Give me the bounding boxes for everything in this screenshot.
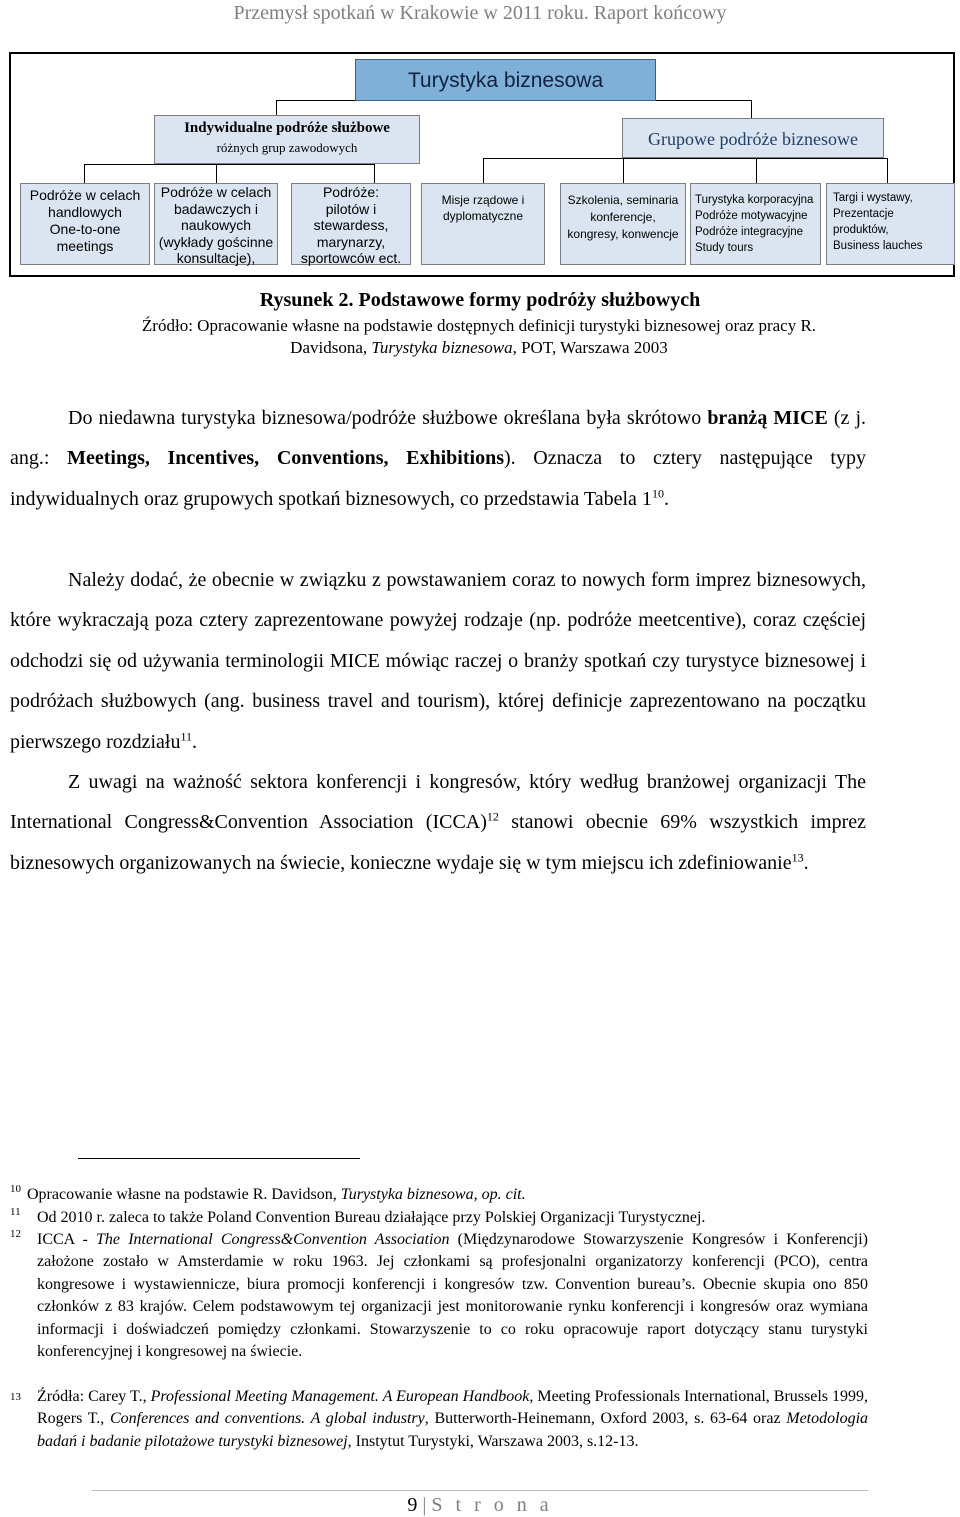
footnote-10 — [10, 1184, 868, 1206]
leaf-line: Szkolenia, seminaria — [567, 193, 679, 207]
footnote-text: (Międzynarodowe Stowarzyszenie Kongresów i Konferencji) założone zostało w Amsterdamie w roku 1963. Jej członkami są profesjonalni organizatorzy konferencji (PCO), centra kongresowe i wystawiennicze, biura promocji konferencji i kongresów tzw. Convention bureau’s. Obecnie skupia ono 850 członków z 83 krajów. Celem podstawowym tej organizacji jest monitorowanie rynku konferencji i kongresów oraz wymiana informacji i doświadczeń pomiędzy członkami. Stowarzyszenie to co roku opracowuje raport dotyczący stanu turystyki konferencyjnej i kongresowej na świecie. — [37, 1231, 868, 1361]
figure-caption-source — [9, 315, 949, 359]
footnote-text: Opracowanie własne na podstawie R. Davidson, — [27, 1186, 341, 1203]
leaf-node-fairs — [826, 183, 955, 265]
paragraph-icca — [10, 762, 866, 883]
leaf-line: Business lauches — [833, 240, 923, 252]
leaf-node-crews — [291, 183, 411, 265]
footnote-italic: Metodologia badań i badanie pilotażowe turystyki biznesowej — [37, 1410, 869, 1450]
text-run: (z j. ang.: — [10, 407, 866, 470]
leaf-line: konsultacje), — [176, 250, 256, 266]
footnote-number: 11 — [10, 1206, 21, 1218]
page-number-label: S t r o n a — [431, 1494, 553, 1516]
running-header: Przemysł spotkań w Krakowie w 2011 roku. Raport końcowy — [233, 2, 727, 24]
individual-travel-subtitle: różnych grup zawodowych — [216, 140, 358, 155]
footnote-italic: The International Congress&Convention Association — [96, 1231, 450, 1248]
leaf-line: One-to-one — [49, 221, 121, 237]
caption-source-text: Davidsona, — [290, 338, 372, 357]
footnote-number: 12 — [10, 1228, 21, 1240]
bold-run: branżą MICE — [707, 407, 828, 429]
leaf-line: dyplomatyczne — [442, 209, 524, 223]
paragraph-terminology — [10, 560, 866, 762]
leaf-line: badawczych i — [173, 200, 259, 217]
connector — [374, 164, 375, 183]
footnote-text: Źródła: Carey T., — [37, 1388, 151, 1405]
leaf-line: pilotów i — [325, 200, 377, 217]
figure-caption-title: Rysunek 2. Podstawowe formy podróży służbowych — [259, 289, 701, 311]
footnote-italic: Conferences and conventions. A global industry — [110, 1410, 425, 1428]
leaf-line: handlowych — [48, 204, 122, 220]
connector — [216, 164, 217, 183]
connector — [751, 100, 752, 118]
group-travel-node: Grupowe podróże biznesowe — [622, 118, 884, 158]
leaf-line: Podróże w celach — [29, 187, 141, 203]
leaf-line: produktów, — [833, 224, 889, 236]
text-run: Z uwagi na ważność sektora konferencji i kongresów, który według branżowej organizacji The International Congress&Convention Association (ICCA) — [10, 771, 866, 834]
footnote-ref: 11 — [180, 728, 193, 743]
footnote-text: , Instytut Turystyki, Warszawa 2003, s.12-13. — [347, 1432, 639, 1450]
footnote-text: , Meeting Professionals International, Brussels 1999, Rogers T., — [37, 1388, 869, 1428]
leaf-node-trainings — [560, 183, 686, 265]
leaf-line: Misje rządowe i — [441, 193, 525, 207]
footnote-text: , Butterworth-Heinemann, Oxford 2003, s. 63-64 oraz — [424, 1410, 787, 1428]
text-run: ). Oznacza to cztery następujące typy indywidualnych oraz grupowych spotkań biznesowych, co przedstawia Tabela 1 — [10, 447, 866, 510]
leaf-line: Podróże integracyjne — [695, 226, 804, 238]
leaf-line: Podróże: — [322, 184, 380, 200]
leaf-line: kongresy, konwencje — [567, 227, 679, 241]
individual-travel-node — [154, 115, 420, 164]
leaf-line: Targi i wystawy, — [833, 192, 913, 204]
text-run: . — [663, 487, 669, 510]
leaf-line: Turystyka korporacyjna — [695, 194, 814, 206]
text-run: stanowi obecnie 69% wszystkich imprez biznesowych organizowanych na świecie, konieczne wydaje się w tym miejscu ich zdefiniowanie — [10, 811, 867, 874]
leaf-node-missions — [421, 183, 545, 265]
caption-source-italic: Turystyka biznesowa — [371, 338, 513, 357]
footnote-ref: 12 — [486, 809, 499, 824]
connector — [483, 158, 484, 183]
footnote-text: Od 2010 r. zaleca to także Poland Convention Bureau działające przy Polskiej Organizacji Turystycznej. — [37, 1209, 706, 1226]
leaf-node-trade — [20, 183, 150, 265]
connector — [623, 158, 624, 183]
diagram-root-node: Turystyka biznesowa — [355, 59, 656, 101]
bold-run: Meetings, Incentives, Conventions, Exhibitions — [67, 447, 504, 470]
footnote-text: ICCA - — [37, 1231, 97, 1248]
leaf-line: Podróże w celach — [160, 184, 272, 200]
footnote-12 — [10, 1229, 868, 1363]
caption-source-line: Źródło: Opracowanie własne na podstawie dostępnych definicji turystyki biznesowej oraz pracy R. — [141, 316, 817, 335]
footnote-number: 10 — [10, 1183, 21, 1195]
page-number-separator: | — [422, 1494, 427, 1516]
caption-source-text: , POT, Warszawa 2003 — [512, 338, 668, 357]
footnote-number: 13 — [10, 1391, 21, 1403]
connector — [276, 100, 277, 115]
text-run: . — [803, 851, 809, 874]
footnote-ref: 10 — [651, 486, 664, 501]
connector — [84, 164, 85, 183]
page-number-value: 9 — [407, 1494, 418, 1516]
footnote-italic: Professional Meeting Management. A European Handbook — [150, 1388, 530, 1405]
footnote-italic: Turystyka biznesowa, op. cit. — [340, 1186, 526, 1203]
leaf-line: konferencje, — [590, 210, 656, 224]
individual-travel-title: Indywidualne podróże służbowe — [184, 120, 390, 136]
leaf-node-corporate — [690, 183, 821, 265]
footnote-ref: 13 — [791, 850, 804, 865]
leaf-line: sportowców ect. — [300, 250, 402, 266]
leaf-line: Podróże motywacyjne — [695, 210, 808, 222]
connector — [756, 158, 757, 183]
connector — [887, 158, 888, 183]
footnote-13 — [10, 1386, 868, 1453]
footnote-separator — [78, 1158, 360, 1159]
text-run: Należy dodać, że obecnie w związku z powstawaniem coraz to nowych form imprez biznesowych, które wykraczają poza cztery zaprezentowane powyżej rodzaje (np. podróże meetcentive), coraz częściej odchodzi się od używania terminologii MICE mówiąc raczej o branży spotkań czy turystyce biznesowej i podróżach służbowych (ang. business travel and tourism), której definicje zaprezentowano na początku pierwszego rozdziału — [10, 569, 866, 753]
leaf-line: Prezentacje — [833, 208, 894, 220]
leaf-line: (wykłady gościnne — [158, 233, 274, 250]
paragraph-mice — [10, 398, 866, 519]
leaf-line: stewardess, — [313, 217, 389, 233]
leaf-line: Study tours — [695, 242, 754, 254]
leaf-line: marynarzy, — [316, 233, 386, 250]
leaf-line: meetings — [56, 238, 114, 254]
text-run: Do niedawna turystyka biznesowa/podróże służbowe określana była skrótowo — [68, 407, 708, 429]
footnote-11 — [10, 1207, 868, 1229]
text-run: . — [192, 730, 198, 753]
leaf-line: naukowych — [180, 217, 252, 233]
connector — [84, 164, 374, 165]
leaf-node-research — [154, 183, 278, 265]
footer-rule — [92, 1490, 868, 1491]
